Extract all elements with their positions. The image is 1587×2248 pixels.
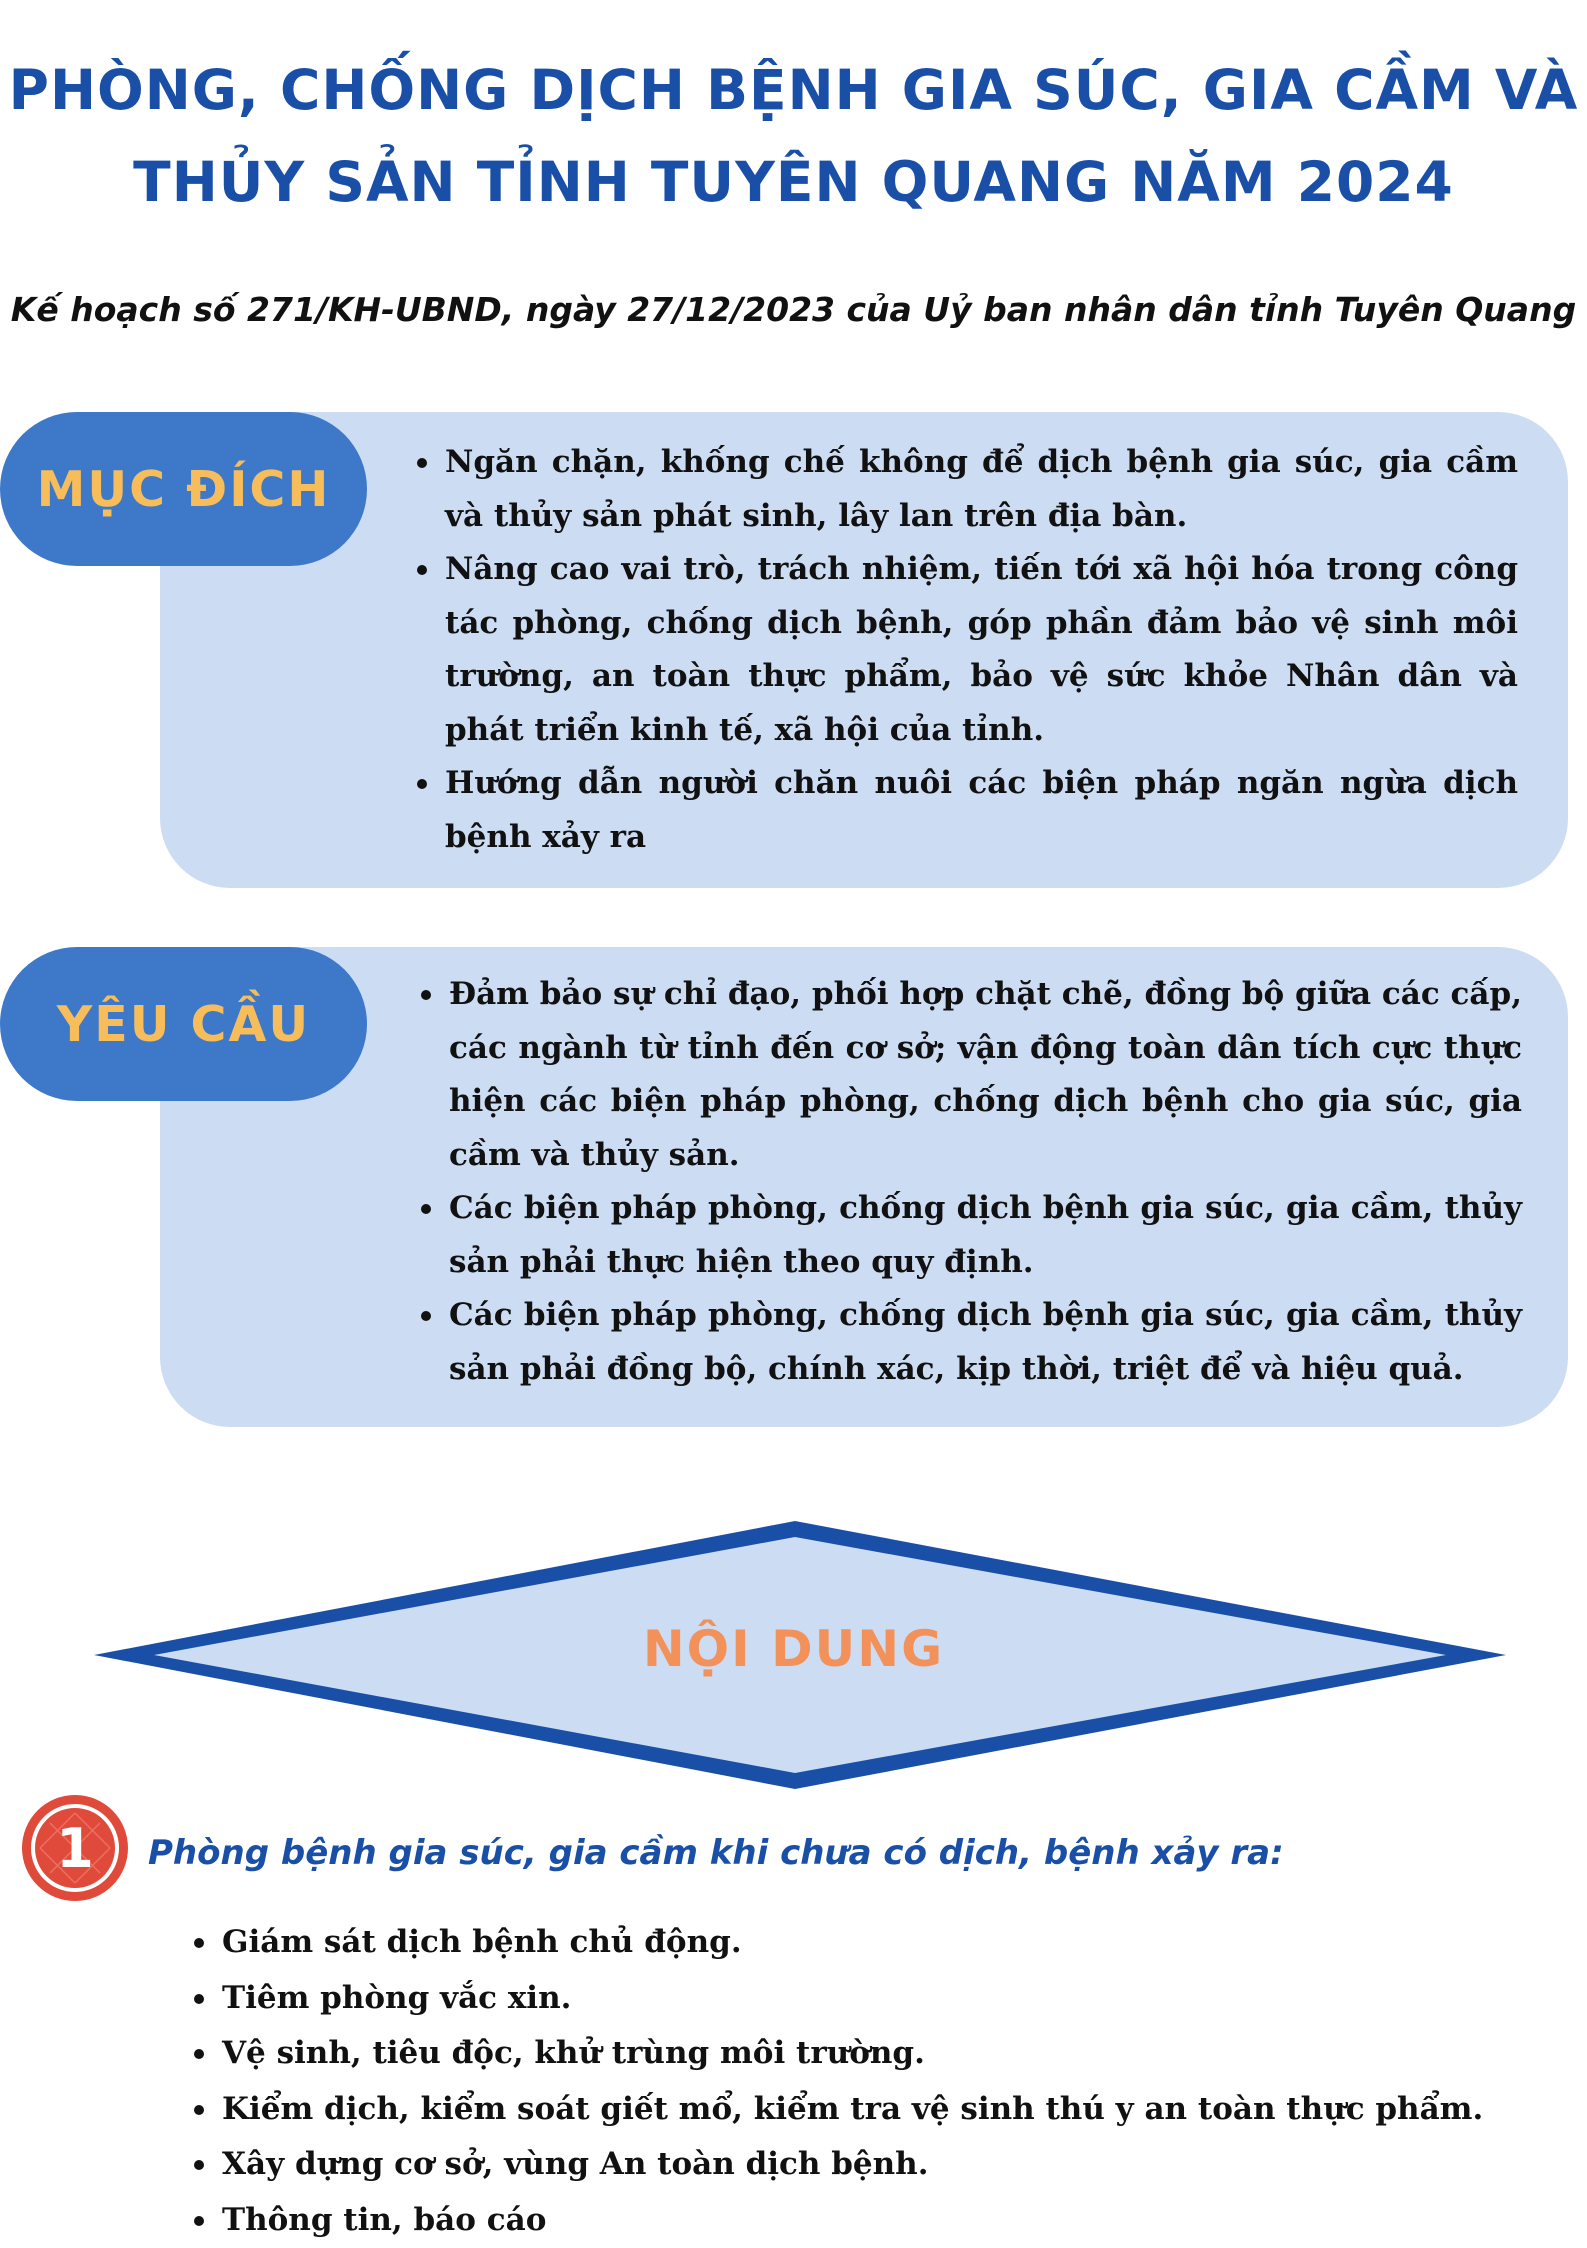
title-line-2: THỦY SẢN TỈNH TUYÊN QUANG NĂM 2024: [0, 136, 1587, 228]
requirements-label: YÊU CẦU: [0, 947, 367, 1101]
number-one-badge: [20, 1793, 130, 1903]
list-item: Đảm bảo sự chỉ đạo, phối hợp chặt chẽ, đồng bộ giữa các cấp, các ngành từ tỉnh đến cơ sở; vận động toàn dân tích cực thực hiện các biện pháp phòng, chống dịch bệnh cho gia súc, gia cầm và thủy sản.: [417, 968, 1522, 1182]
section-1-heading: Phòng bệnh gia súc, gia cầm khi chưa có dịch, bệnh xảy ra:: [148, 1833, 1284, 1873]
section-1-list: [190, 1915, 1483, 2248]
list-item: Ngăn chặn, khống chế không để dịch bệnh gia súc, gia cầm và thủy sản phát sinh, lây lan trên địa bàn.: [413, 436, 1518, 543]
list-item: Thông tin, báo cáo: [190, 2193, 1483, 2248]
list-item: Giám sát dịch bệnh chủ động.: [190, 1915, 1483, 1971]
requirements-list: [417, 968, 1522, 1396]
list-item: Hướng dẫn người chăn nuôi các biện pháp ngăn ngừa dịch bệnh xảy ra: [413, 757, 1518, 864]
list-item: Vệ sinh, tiêu độc, khử trùng môi trường.: [190, 2026, 1483, 2082]
list-item: Các biện pháp phòng, chống dịch bệnh gia súc, gia cầm, thủy sản phải thực hiện theo quy định.: [417, 1182, 1522, 1289]
plan-reference: Kế hoạch số 271/KH-UBND, ngày 27/12/2023 của Uỷ ban nhân dân tỉnh Tuyên Quang: [0, 290, 1587, 329]
content-heading: NỘI DUNG: [0, 1620, 1587, 1678]
list-item: Kiểm dịch, kiểm soát giết mổ, kiểm tra vệ sinh thú y an toàn thực phẩm.: [190, 2082, 1483, 2138]
list-item: Xây dựng cơ sở, vùng An toàn dịch bệnh.: [190, 2137, 1483, 2193]
list-item: Tiêm phòng vắc xin.: [190, 1971, 1483, 2027]
list-item: Các biện pháp phòng, chống dịch bệnh gia súc, gia cầm, thủy sản phải đồng bộ, chính xác, kịp thời, triệt để và hiệu quả.: [417, 1289, 1522, 1396]
title-line-1: PHÒNG, CHỐNG DỊCH BỆNH GIA SÚC, GIA CẦM VÀ: [0, 44, 1587, 136]
purpose-list: [413, 436, 1518, 864]
page-title: [0, 44, 1587, 228]
list-item: Nâng cao vai trò, trách nhiệm, tiến tới xã hội hóa trong công tác phòng, chống dịch bệnh, góp phần đảm bảo vệ sinh môi trường, an toàn thực phẩm, bảo vệ sức khỏe Nhân dân và phát triển kinh tế, xã hội của tỉnh.: [413, 543, 1518, 757]
badge-number: 1: [56, 1817, 94, 1880]
purpose-label: MỤC ĐÍCH: [0, 412, 367, 566]
